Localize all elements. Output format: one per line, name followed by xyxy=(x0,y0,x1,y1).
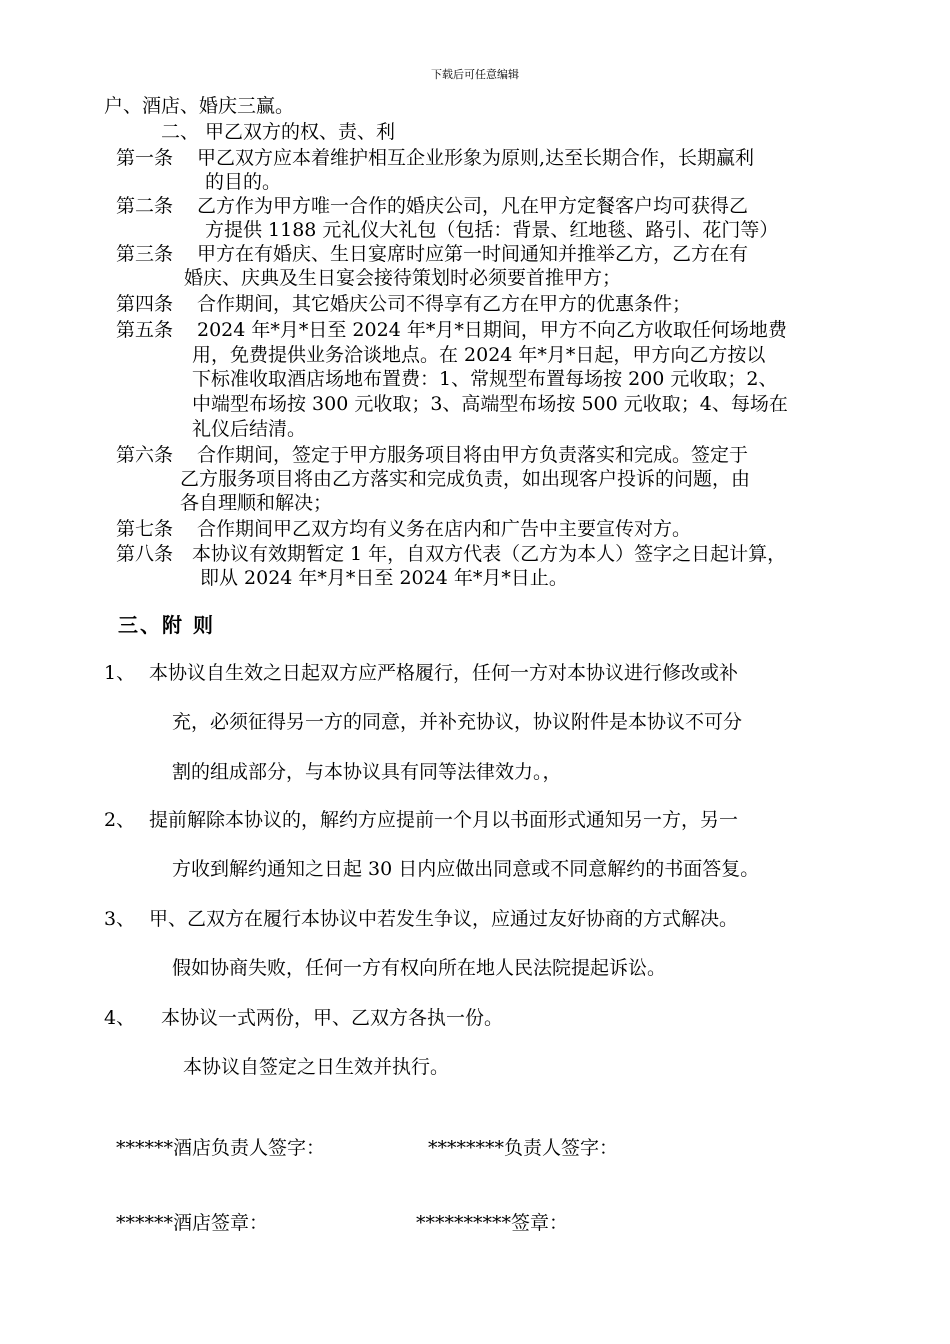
party-b-signature-field: ********负责人签字： xyxy=(428,1137,619,1159)
article-4-line-1: 合作期间，其它婚庆公司不得享有乙方在甲方的优惠条件； xyxy=(197,293,692,315)
hotel-signature-field: ******酒店负责人签字： xyxy=(116,1137,326,1159)
article-2-line-2: 方提供 1188 元礼仪大礼包（包括：背景、红地毯、路引、花门等） xyxy=(205,219,779,241)
clause-1-number: 1、 xyxy=(104,662,136,684)
clause-3-line-2: 假如协商失败，任何一方有权向所在地人民法院提起诉讼。 xyxy=(172,957,667,979)
clause-1-line-1: 本协议自生效之日起双方应严格履行，任何一方对本协议进行修改或补 xyxy=(149,662,739,684)
article-2-line-1: 乙方作为甲方唯一合作的婚庆公司，凡在甲方定餐客户均可获得乙 xyxy=(197,195,749,217)
hotel-seal-field: ******酒店签章： xyxy=(116,1212,269,1234)
page-header: 下载后可任意编辑 xyxy=(431,68,519,81)
article-5-line-2: 用，免费提供业务洽谈地点。在 2024 年*月*日起，甲方向乙方按以 xyxy=(192,344,766,366)
article-5-line-5: 礼仪后结清。 xyxy=(192,418,307,440)
article-4-label: 第四条 xyxy=(116,293,174,315)
clause-4-line-1: 本协议一式两份，甲、乙双方各执一份。 xyxy=(161,1007,504,1029)
clause-1-line-3: 割的组成部分，与本协议具有同等法律效力。， xyxy=(172,761,562,783)
clause-3-number: 3、 xyxy=(104,908,136,930)
article-1-label: 第一条 xyxy=(116,147,174,169)
article-5-label: 第五条 xyxy=(116,319,174,341)
article-7-line-1: 合作期间甲乙双方均有义务在店内和广告中主要宣传对方。 xyxy=(197,518,692,540)
section3-title: 三、附 则 xyxy=(118,613,215,637)
clause-2-line-1: 提前解除本协议的，解约方应提前一个月以书面形式通知另一方，另一 xyxy=(149,809,739,831)
clause-4-number: 4、 xyxy=(104,1007,136,1029)
article-5-line-4: 中端型布场按 300 元收取；3、高端型布场按 500 元收取；4、每场在 xyxy=(192,393,788,415)
clause-2-line-2: 方收到解约通知之日起 30 日内应做出同意或不同意解约的书面答复。 xyxy=(172,858,760,880)
article-3-label: 第三条 xyxy=(116,243,174,265)
party-b-seal-field: **********签章： xyxy=(416,1212,569,1234)
clause-1-line-2: 充，必须征得另一方的同意，并补充协议，协议附件是本协议不可分 xyxy=(172,711,743,733)
article-2-label: 第二条 xyxy=(116,195,174,217)
article-3-line-1: 甲方在有婚庆、生日宴席时应第一时间通知并推举乙方，乙方在有 xyxy=(197,243,749,265)
article-5-line-3: 下标准收取酒店场地布置费：1、常规型布置每场按 200 元收取；2、 xyxy=(192,368,778,390)
article-8-line-1: 本协议有效期暂定 1 年，自双方代表（乙方为本人）签字之日起计算， xyxy=(192,543,787,565)
article-3-line-2: 婚庆、庆典及生日宴会接待策划时必须要首推甲方； xyxy=(184,267,622,289)
clause-3-line-1: 甲、乙双方在履行本协议中若发生争议，应通过友好协商的方式解决。 xyxy=(149,908,739,930)
article-6-line-2: 乙方服务项目将由乙方落实和完成负责，如出现客户投诉的问题，由 xyxy=(180,468,751,490)
article-8-label: 第八条 xyxy=(116,543,174,565)
article-5-line-1: 2024 年*月*日至 2024 年*月*日期间，甲方不向乙方收取任何场地费 xyxy=(197,319,787,341)
article-1-line-2: 的目的。 xyxy=(205,171,282,193)
article-7-label: 第七条 xyxy=(116,518,174,540)
article-6-label: 第六条 xyxy=(116,444,174,466)
clause-2-number: 2、 xyxy=(104,809,136,831)
article-1-line-1: 甲乙双方应本着维护相互企业形象为原则,达至长期合作，长期赢利 xyxy=(197,147,755,169)
section2-title: 二、 甲乙双方的权、责、利 xyxy=(161,121,396,143)
article-6-line-1: 合作期间，签定于甲方服务项目将由甲方负责落实和完成。签定于 xyxy=(197,444,749,466)
article-6-line-3: 各自理顺和解决； xyxy=(180,492,333,514)
article-8-line-2: 即从 2024 年*月*日至 2024 年*月*日止。 xyxy=(200,567,568,589)
intro-line: 户、酒店、婚庆三赢。 xyxy=(104,95,295,117)
effective-statement: 本协议自签定之日生效并执行。 xyxy=(183,1056,450,1078)
